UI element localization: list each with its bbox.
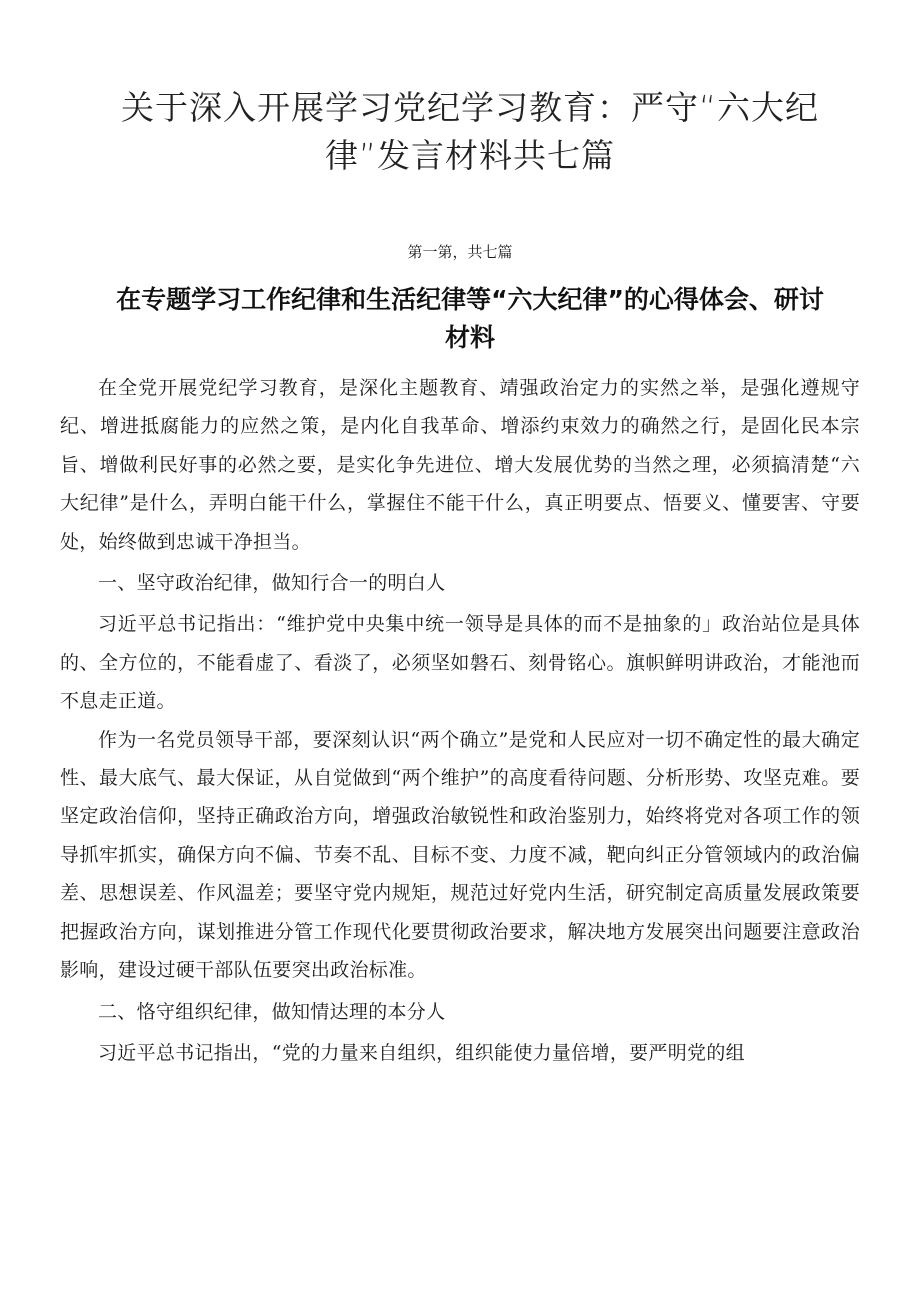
subheading-organizational-discipline: 二、恪守组织纪律，做知情达理的本分人 <box>98 1000 446 1023</box>
body-paragraph-1: 作为一名党员领导干部，要深刻认识“两个确立”是党和人民应对一切不确定性的最大确定性、最大底气、最大保证，从自觉做到“两个维护”的高度看待问题、分析形势、攻坚克难。要坚定政治信仰，坚持正确政治方向，增强政治敏锐性和政治鉴别力，始终将党对各项工作的领导抓牢抓实，确保方向不偏、节奏不乱、目标不变、力度不减，靶向纠正分管领域内的政治偏差、思想误差、作风温差；要坚守党内规矩，规范过好党内生活，研究制定高质量发展政策要把握政治方向，谋划推进分管工作现代化要贯彻政治要求，解决地方发展突出问题要注意政治影响，建设过硬干部队伍要突出政治标准。 <box>60 728 860 982</box>
section-label: 第一第，共七篇 <box>407 243 513 261</box>
intro-paragraph: 在全党开展党纪学习教育，是深化主题教育、靖强政治定力的实然之举，是强化遵规守纪、增进抵腐能力的应然之策，是内化自我革命、增添约束效力的确然之行，是固化民本宗旨、增做利民好事的必然之要，是实化争先进位、增大发展优势的当然之理，必须搞清楚“六大纪律”是什么，弄明白能干什么，掌握住不能干什么，真正明要点、悟要义、懂要害、守要处，始终做到忠诚干净担当。 <box>60 377 860 553</box>
document-title: 关于深入开展学习党纪学习教育：严守“六大纪律”发言材料共七篇 <box>120 88 820 175</box>
subheading-political-discipline: 一、坚守政治纪律，做知行合一的明白人 <box>98 572 446 595</box>
section-heading: 在专题学习工作纪律和生活纪律等“六大纪律”的心得体会、研讨材料 <box>116 285 824 352</box>
quote-paragraph-2: 习近平总书记指出，“党的力量来自组织，组织能使力量倍增，要严明党的组 <box>98 1041 745 1064</box>
document-body <box>60 369 860 1072</box>
quote-paragraph-1: 习近平总书记指出：“维护党中央集中统一领导是具体的而不是抽象的」政治站位是具体的、全方位的，不能看虚了、看淡了，必须坚如磐石、刻骨铭心。旗帜鲜明讲政治，才能池而不息走正道。 <box>60 613 860 713</box>
